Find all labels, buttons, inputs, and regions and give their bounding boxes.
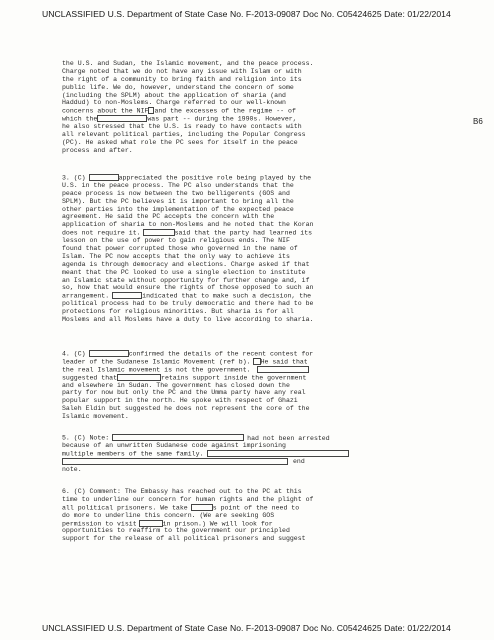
redaction-box xyxy=(191,504,213,511)
text-fragment: which the xyxy=(62,115,98,123)
exemption-code-b6: B6 xyxy=(473,117,483,126)
text-line: Islam. The PC now accepts that the only way to achieve its xyxy=(62,252,290,260)
text-fragment: 4. (C) xyxy=(62,350,86,358)
text-line xyxy=(62,174,324,182)
redaction-box xyxy=(89,350,129,357)
text-line: so, how that would ensure the rights of those opposed to such an xyxy=(62,284,314,292)
text-fragment: 5. (C) Note: xyxy=(62,434,110,442)
text-line: note. xyxy=(62,465,82,473)
text-line xyxy=(62,504,324,512)
text-line: meant that the PC looked to use a single election to institute xyxy=(62,268,306,276)
text-line xyxy=(62,358,324,366)
text-fragment: was part -- during the 1990s. However, xyxy=(147,115,297,123)
text-fragment: multiple members of the same family. xyxy=(62,450,204,458)
text-fragment: appreciated the positive role being played by the xyxy=(118,174,312,182)
text-line: (PC). He asked what role the PC sees for itself in the peace xyxy=(62,138,298,146)
text-line: SPLM). But the PC believes it is important to bring all the xyxy=(62,197,294,205)
text-fragment: concerns about the NIF xyxy=(62,107,149,115)
text-fragment: indicated that to make such a decision, the xyxy=(142,292,312,300)
text-fragment: all political prisoners. We take xyxy=(62,504,188,512)
redaction-box xyxy=(207,450,349,457)
text-line: time to underline our concern for human rights and the plight of xyxy=(62,495,314,503)
text-line: party for now but only the PC and the Umma party have any real xyxy=(62,389,306,397)
text-line: he also stressed that the U.S. is ready to have contacts with xyxy=(62,123,302,131)
paragraph-4 xyxy=(62,350,324,421)
text-line xyxy=(62,350,324,358)
text-fragment: arrangement. xyxy=(62,292,110,300)
redaction-box xyxy=(89,174,119,181)
text-line: Moslems and all Moslems have a duty to live according to sharia. xyxy=(62,316,314,324)
text-line: agenda is through democracy and elections. Charge asked if that xyxy=(62,260,310,268)
text-fragment: permission to visit xyxy=(62,520,137,528)
text-line: peace process is now between the two belligerents (GOS and xyxy=(62,189,290,197)
text-line xyxy=(62,115,324,123)
paragraph-3 xyxy=(62,174,324,324)
redaction-box xyxy=(117,374,161,381)
text-fragment: leader of the Sudanese Islamic Movement (ref b). xyxy=(62,358,251,366)
text-fragment: said that the party had learned its xyxy=(174,229,313,237)
text-line: 6. (C) Comment: The Embassy has reached out to the PC at this xyxy=(62,488,302,495)
text-line: an Islamic state without opportunity for further change and, if xyxy=(62,276,310,284)
text-line xyxy=(62,520,324,528)
redaction-box xyxy=(97,115,147,122)
redaction-box xyxy=(253,358,261,365)
text-line xyxy=(62,292,324,300)
text-fragment: end xyxy=(293,458,305,466)
text-line: other parties into the implementation of the expected peace xyxy=(62,205,294,213)
text-fragment: confirmed the details of the recent contest for xyxy=(128,350,314,358)
text-line: found that power corrupted those who governed in the name of xyxy=(62,245,298,253)
text-line xyxy=(62,229,324,237)
redaction-box xyxy=(139,520,163,527)
text-line: agreement. He said the PC accepts the concern with the xyxy=(62,213,275,221)
text-line: support for the release of all political prisoners and suggest xyxy=(62,535,306,543)
text-fragment: He said that xyxy=(260,358,308,366)
redaction-box xyxy=(112,434,244,441)
text-line: public life. We do, however, understand the concern of some xyxy=(62,83,294,91)
text-line: opportunities to reaffirm to the government our principled xyxy=(62,527,290,535)
text-line: do more to underline this concern. (We are seeking GOS xyxy=(62,511,275,519)
text-fragment: does not require it. xyxy=(62,229,141,237)
text-fragment: 3. (C) xyxy=(62,174,86,182)
text-line xyxy=(62,366,324,374)
text-line: Saleh Eldin but suggested he does not represent the core of the xyxy=(62,405,310,413)
footer-classification-stamp: UNCLASSIFIED U.S. Department of State Case No. F-2013-09087 Doc No. C05424625 Date: 01/22/2014 xyxy=(42,623,451,633)
text-line xyxy=(62,107,324,115)
text-fragment: had not been arrested xyxy=(247,434,330,442)
paragraph-6 xyxy=(62,488,324,543)
text-line: Charge noted that we do not have any issue with Islam or with xyxy=(62,67,302,75)
text-line: lesson on the use of power to gain religious ends. The NIF xyxy=(62,237,290,245)
text-line: U.S. in the peace process. The PC also understands that the xyxy=(62,181,294,189)
paragraph-continuation xyxy=(62,60,324,155)
redaction-box xyxy=(143,229,175,236)
text-fragment: in prison.) We will look for xyxy=(162,520,273,528)
text-line: Haddud) to non-Moslems. Charge referred to our well-known xyxy=(62,99,286,107)
text-fragment: retains support inside the government xyxy=(161,374,307,382)
text-line: the right of a community to bring faith and religion into its xyxy=(62,75,302,83)
text-line: because of an unwritten Sudanese code against imprisoning xyxy=(62,441,286,449)
text-fragment: s point of the need to xyxy=(212,504,300,512)
text-line xyxy=(62,374,324,382)
text-line xyxy=(62,458,324,466)
text-line: Islamic movement. xyxy=(62,413,129,421)
header-classification-stamp: UNCLASSIFIED U.S. Department of State Case No. F-2013-09087 Doc No. C05424625 Date: 01/22/2014 xyxy=(42,9,451,19)
text-line: and elsewhere in Sudan. The government has closed down the xyxy=(62,381,290,389)
text-line xyxy=(62,434,330,442)
text-line: political process had to be truly democratic and there had to be xyxy=(62,300,314,308)
text-fragment: the real Islamic movement is not the government. xyxy=(62,366,251,374)
paragraph-5 xyxy=(62,434,330,473)
text-line: the U.S. and Sudan, the Islamic movement, and the peace process. xyxy=(62,60,314,67)
text-line: popular support in the north. He spoke with respect of Ghazi xyxy=(62,397,298,405)
text-line: all relevant political parties, including the Popular Congress xyxy=(62,131,306,139)
redaction-box xyxy=(257,366,309,373)
text-line: application of sharia to non-Moslems and he noted that the Koran xyxy=(62,221,314,229)
text-line: protections for religious minorities. But sharia is for all xyxy=(62,308,294,316)
text-line: (including the SPLM) about the application of sharia (and xyxy=(62,91,286,99)
text-fragment: and the excesses of the regime -- of xyxy=(154,107,296,115)
redaction-box xyxy=(112,292,142,299)
text-line xyxy=(62,450,324,458)
text-fragment: suggested that xyxy=(62,374,118,382)
text-line: process and after. xyxy=(62,146,133,154)
redaction-box xyxy=(62,458,288,465)
